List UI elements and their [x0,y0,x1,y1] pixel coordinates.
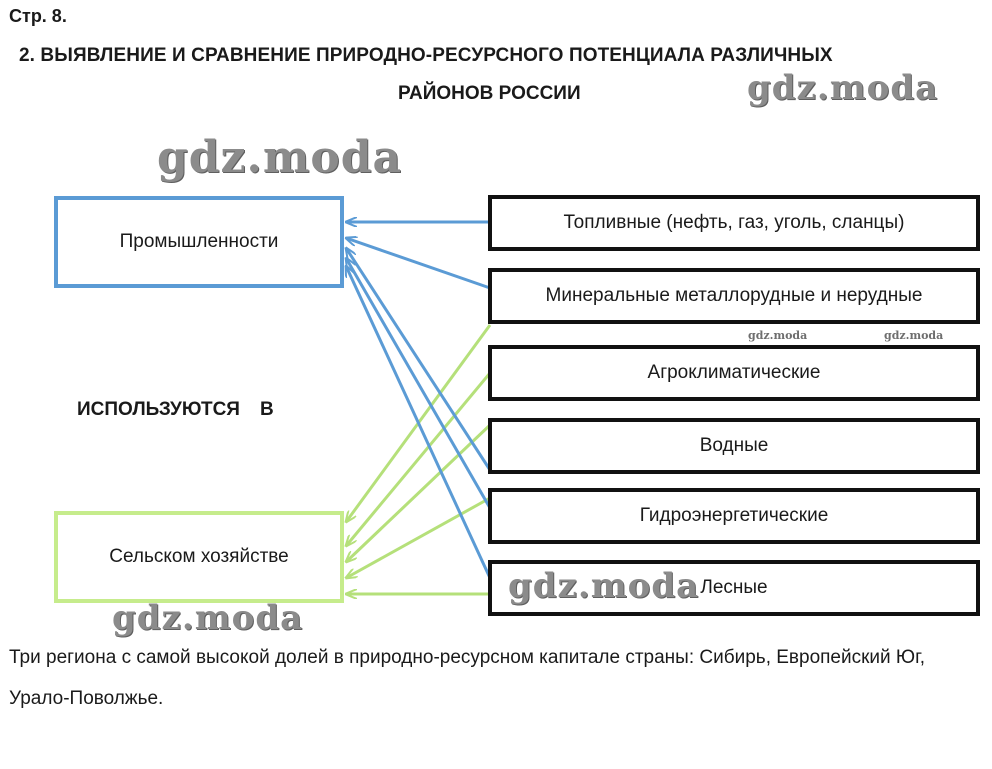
use-agriculture-box: Сельском хозяйстве [54,511,344,603]
resource-minerals: Минеральные металлорудные и нерудные [488,268,980,324]
resource-agroclimatic: Агроклиматические [488,345,980,401]
conclusion-text: Три региона с самой высокой долей в природно-ресурсном капитале страны: Сибирь, Европейский Юг, Урало-Поволжье. [9,647,926,709]
arrow-agroclimatic-to-agriculture [346,373,490,546]
watermark: gdz.moda [884,329,944,342]
resource-fuel: Топливные (нефть, газ, уголь, сланцы) [488,195,980,251]
page-label: Стр. 8. [9,6,67,26]
arrow-hydro-to-agriculture [346,498,490,578]
title-line-2: РАЙОНОВ РОССИИ [398,83,581,104]
watermark: gdz.moda [747,68,939,108]
use-industry-box: Промышленности [54,196,344,288]
watermark: gdz.moda [112,598,304,638]
arrow-forest-to-industry [346,266,490,578]
title-line-1: 2. ВЫЯВЛЕНИЕ И СРАВНЕНИЕ ПРИРОДНО-РЕСУРСНОГО ПОТЕНЦИАЛА РАЗЛИЧНЫХ [19,45,833,66]
resource-hydro: Гидроэнергетические [488,488,980,544]
arrow-hydro-to-industry [346,258,490,508]
uses-label [77,399,274,421]
uses-label-prep: В [259,399,274,420]
resource-forest: Лесные [488,560,980,616]
uses-label-word: ИСПОЛЬЗУЮТСЯ [77,399,240,420]
watermark: gdz.moda [157,132,403,183]
watermark: gdz.moda [748,329,808,342]
watermark: gdz.moda [508,566,700,606]
resource-water: Водные [488,418,980,474]
